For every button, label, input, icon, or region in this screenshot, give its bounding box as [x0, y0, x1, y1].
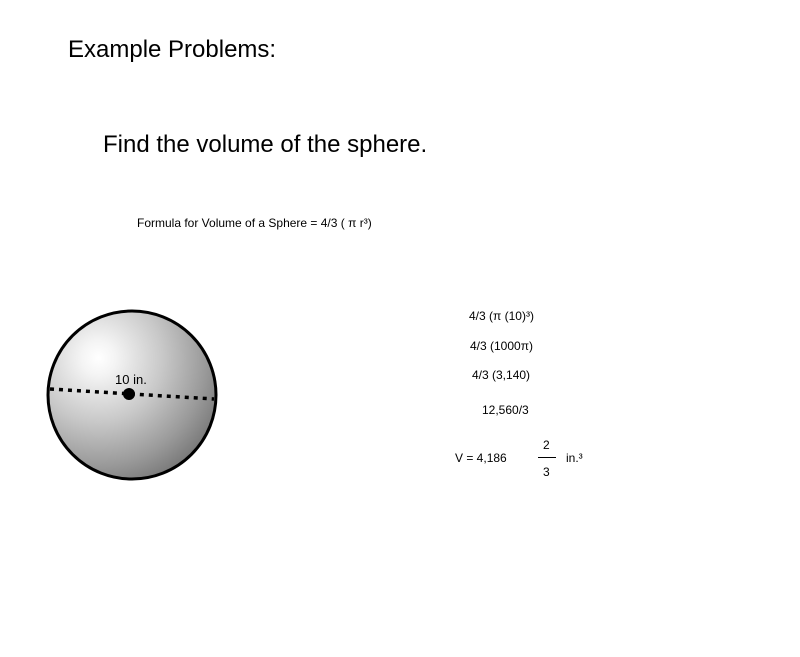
- solution-step-3: 4/3 (3,140): [472, 368, 531, 382]
- answer-unit: in.³: [566, 451, 583, 465]
- sphere-figure: [44, 307, 220, 483]
- answer-fraction-numerator: 2: [543, 438, 550, 452]
- sphere-icon: [44, 307, 220, 483]
- center-dot: [123, 388, 135, 400]
- answer-prefix: V = 4,186: [455, 451, 507, 465]
- sphere-volume-formula: Formula for Volume of a Sphere = 4/3 ( π r³): [137, 216, 372, 230]
- problem-statement: Find the volume of the sphere.: [103, 131, 428, 158]
- solution-step-4: 12,560/3: [482, 403, 529, 417]
- solution-step-2: 4/3 (1000π): [470, 339, 533, 353]
- slide-heading: Example Problems:: [68, 36, 277, 63]
- radius-label: 10 in.: [115, 372, 147, 387]
- solution-step-1: 4/3 (π (10)³): [469, 309, 534, 323]
- answer-fraction-bar: [538, 457, 556, 458]
- answer-fraction-denominator: 3: [543, 465, 550, 479]
